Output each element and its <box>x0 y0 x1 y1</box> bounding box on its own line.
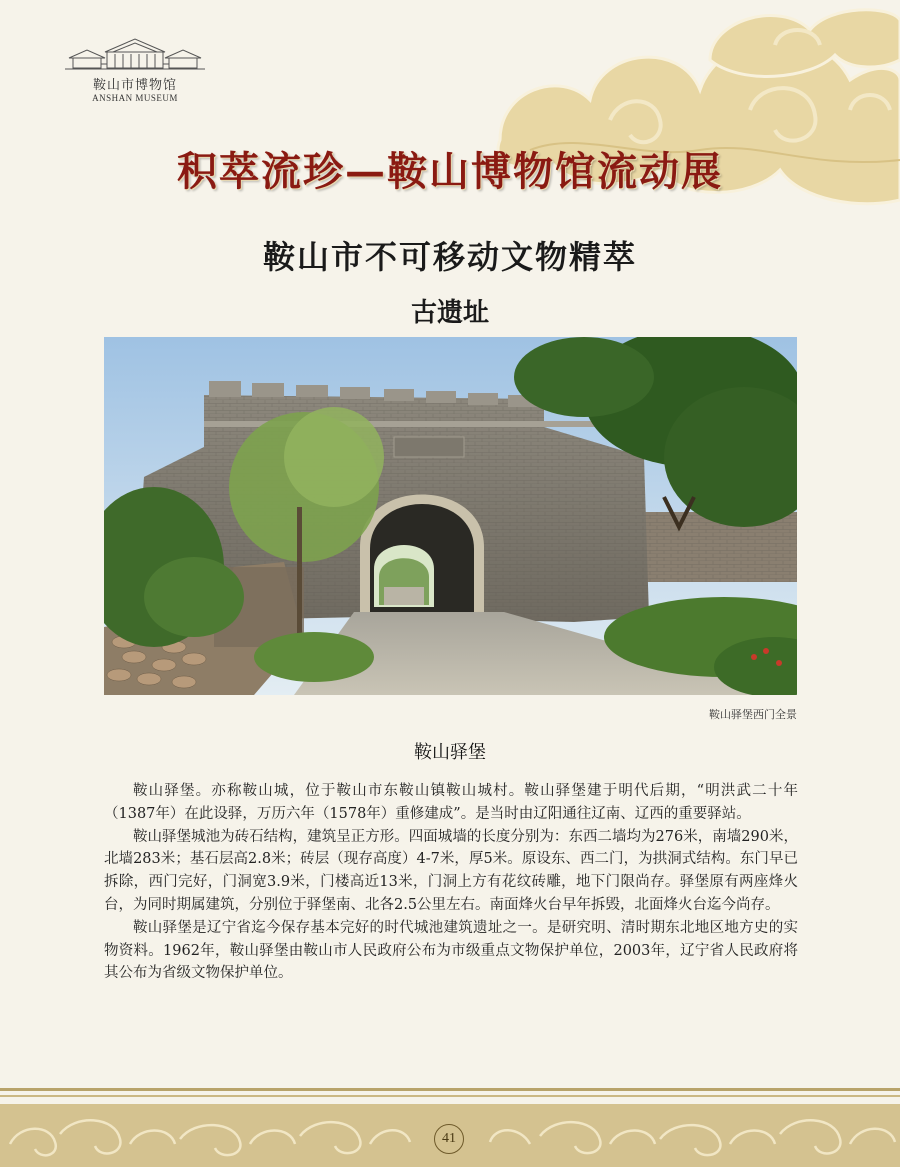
photo-caption: 鞍山驿堡西门全景 <box>709 708 797 721</box>
logo-name-en: ANSHAN MUSEUM <box>92 93 178 103</box>
paragraph-2: 鞍山驿堡城池为砖石结构，建筑呈正方形。四面城墙的长度分别为：东西二墙均为276米，南墙290米，北墙283米；基石层高2.8米；砖层（现存高度）4-7米，厚5米。原设东、西二门，为拱洞式结构。东门早已拆除，西门完好，门洞宽3.9米，门楼高近13米，门洞上方有花纹砖雕，地下门限尚存。驿堡原有两座烽火台，为同时期属建筑，分别位于驿堡南、北各2.5公里左右。南面烽火台早年拆毁，北面烽火台迄今尚存。 <box>104 828 798 913</box>
paragraph-3: 鞍山驿堡是辽宁省迄今保存基本完好的时代城池建筑遗址之一。是研究明、清时期东北地区地方史的实物资料。1962年，鞍山驿堡由鞍山市人民政府公布为市级重点文物保护单位，2003年，辽宁省人民政府将其公布为省级文物保护单位。 <box>104 919 798 982</box>
paragraph-1: 鞍山驿堡。亦称鞍山城，位于鞍山市东鞍山镇鞍山城村。鞍山驿堡建于明代后期，“明洪武二十年（1387年）在此设驿，万历六年（1578年）重修建成”。是当时由辽阳通往辽南、辽西的重要驿站。 <box>104 783 798 822</box>
sub-title: 鞍山市不可移动文物精萃 <box>262 238 637 276</box>
body-text <box>104 780 798 985</box>
main-title: 积萃流珍—鞍山博物馆流动展 <box>177 148 723 195</box>
west-gate-photo <box>104 337 797 695</box>
bottom-rule <box>0 1088 900 1102</box>
section-title: 古遗址 <box>410 298 489 328</box>
museum-building-icon <box>65 36 205 70</box>
page-number: 41 <box>434 1124 464 1154</box>
logo-name-cn: 鞍山市博物馆 <box>92 78 177 93</box>
museum-logo <box>60 36 210 103</box>
item-title: 鞍山驿堡 <box>414 742 486 763</box>
